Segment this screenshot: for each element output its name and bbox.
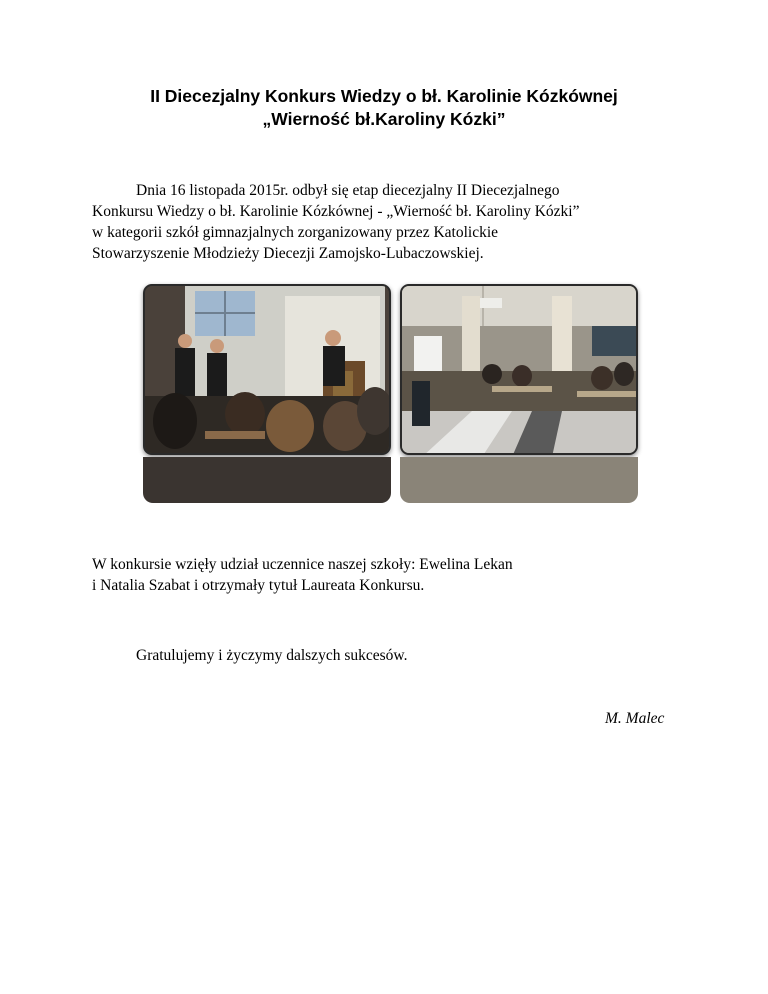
paragraph-line: W konkursie wzięły udział uczennice naszej szkoły: Ewelina Lekan — [92, 556, 513, 573]
photo-speakers — [143, 284, 391, 455]
photo-contest-hall — [400, 284, 638, 455]
photo-contest-hall-reflection — [400, 457, 638, 503]
page-title: II Diecezjalny Konkurs Wiedzy o bł. Karolinie Kózkównej — [150, 86, 618, 106]
paragraph-line: Dnia 16 listopada 2015r. odbył się etap diecezjalny II Diecezjalnego — [136, 182, 560, 199]
photo-speakers-image — [145, 286, 391, 455]
signature: M. Malec — [605, 710, 665, 727]
paragraph-line: i Natalia Szabat i otrzymały tytuł Laureata Konkursu. — [92, 577, 425, 594]
paragraph-line: w kategorii szkół gimnazjalnych zorganizowany przez Katolickie — [92, 224, 499, 241]
photo-speakers-reflection — [143, 457, 391, 503]
page-subtitle: „Wierność bł.Karoliny Kózki” — [262, 109, 506, 129]
congratulations-text: Gratulujemy i życzymy dalszych sukcesów. — [136, 647, 408, 664]
paragraph-line: Konkursu Wiedzy o bł. Karolinie Kózkównej - „Wierność bł. Karoliny Kózki” — [92, 203, 580, 220]
paragraph-line: Stowarzyszenie Młodzieży Diecezji Zamojsko-Lubaczowskiej. — [92, 245, 484, 262]
photo-contest-hall-image — [402, 286, 638, 455]
